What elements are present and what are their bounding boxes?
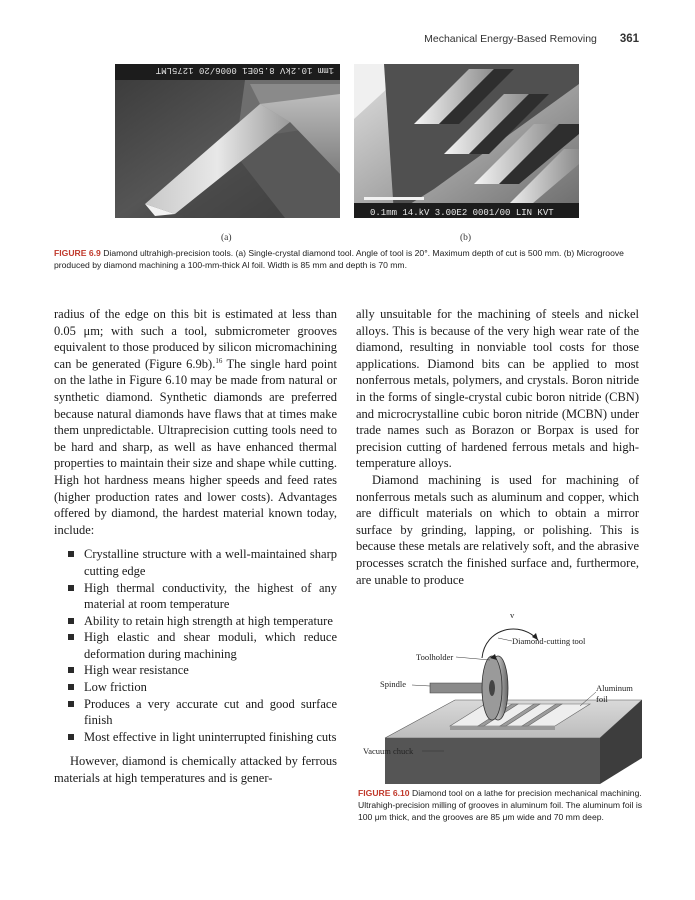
figure-6-9a-photo (115, 64, 340, 218)
spindle (430, 683, 485, 693)
figure-6-10-number: FIGURE 6.10 (358, 788, 410, 798)
left-column (54, 306, 337, 787)
running-title: Mechanical Energy-Based Removing (424, 33, 597, 45)
list-item: Low friction (84, 679, 337, 696)
figure-6-9-caption-text: Diamond ultrahigh-precision tools. (a) Single-crystal diamond tool. Angle of tool is 20°. Maximum depth of cut is 500 mm. (b) Microgroove produced by diamond machining a 100-mm-thick Al foil. Width is 85 mm and depth is 70 mm. (54, 248, 624, 270)
page-number: 361 (619, 33, 639, 45)
toolholder-wheel (482, 654, 508, 720)
diamond-advantages-list (54, 546, 337, 745)
sem-diamond-tool-image (115, 64, 340, 218)
toolholder-label: Toolholder (416, 652, 454, 662)
figure-6-9b-label: (b) (460, 233, 472, 243)
figure-6-10-caption (358, 787, 643, 823)
figure-6-9a-label: (a) (221, 233, 232, 243)
right-paragraph-1: ally unsuitable for the machining of steels and nickel alloys. This is because of the very high wear rate of the diamond, resulting in nonviable tool costs for those applications. Diamond bits can be applied to most nonferrous metals, polymers, and crystals. Boron nitride in the forms of single-crystal cubic boron nitride (CBN) and microcrystalline cubic boron nitride (MCBN) under trade names such as Borazon or Borpax is used for precision cutting of hardened ferrous metals and high-temperature alloys. (356, 307, 639, 471)
photo-b-databar: 0.1mm 14.kV 3.00E2 0001/00 LIN KVT (370, 208, 554, 218)
left-paragraph-2: However, diamond is chemically attacked by ferrous materials at high temperatures and is gener- (54, 754, 337, 786)
right-column (356, 306, 639, 588)
velocity-label: v (510, 610, 515, 620)
left-paragraph-1-text-a: radius of the edge on this bit is estimated at less than 0.05 μm; with such a tool, submicrometer grooves equivalent to those produced by silicon micromachining can be generated (Figure 6.9b). (54, 307, 337, 371)
list-item: Most effective in light uninterrupted finishing cuts (84, 729, 337, 744)
figure-6-10-caption-text: Diamond tool on a lathe for precision mechanical machining. Ultrahigh-precision milling of grooves in aluminum foil. The aluminum foil is 100 μm thick, and the grooves are 85 μm wide and 70 mm deep. (358, 788, 643, 822)
list-item: High wear resistance (84, 662, 337, 679)
vacuum-chuck-label: Vacuum chuck (363, 746, 414, 756)
aluminum-label: Aluminum (596, 683, 633, 693)
figure-6-9-number: FIGURE 6.9 (54, 248, 101, 258)
figure-6-9b-photo (354, 64, 579, 218)
left-paragraph-1-text-b: The single hard point on the lathe in Figure 6.10 may be made from natural or synthetic diamond. Synthetic diamonds are preferred because natural diamonds have flaws that at times make them unpredictable. Ultraprecision cutting tools need to be hard and sharp, as well as have enhanced thermal properties to maintain their size and shape while cutting. High hot hardness means higher speeds and feed rates (higher production rates and lower costs). Advantages offered by diamond, the hardest material known today, include: (54, 356, 337, 537)
foil-label: foil (596, 694, 608, 704)
list-item: Ability to retain high strength at high temperature (84, 613, 337, 630)
sem-microgroove-image (354, 64, 579, 218)
reference-16: 16 (215, 356, 223, 365)
list-item: High elastic and shear moduli, which reduce deformation during machining (84, 630, 337, 661)
list-item: Crystalline structure with a well-maintained sharp cutting edge (84, 547, 337, 578)
figure-6-9-caption (54, 247, 644, 271)
list-item: High thermal conductivity, the highest of any material at room temperature (84, 580, 337, 612)
diamond-tool-label: Diamond-cutting tool (512, 636, 586, 646)
spindle-label: Spindle (380, 679, 406, 689)
left-paragraph-1 (54, 306, 337, 538)
figure-6-10-diagram (360, 608, 642, 784)
right-paragraph-2: Diamond machining is used for machining of nonferrous metals such as aluminum and copper, which are difficult materials on which to obtain a mirror surface by grinding, lapping, or polishing. This is because these metals are relatively soft, and the abrasive processes scratch the finished surface and, furthermore, are unable to produce (356, 472, 639, 587)
running-header (424, 33, 639, 45)
photo-a-databar: 1mm 10.2kV 8.50E1 0006/20 1275LMT (155, 65, 334, 75)
list-item: Produces a very accurate cut and good surface finish (84, 696, 337, 728)
